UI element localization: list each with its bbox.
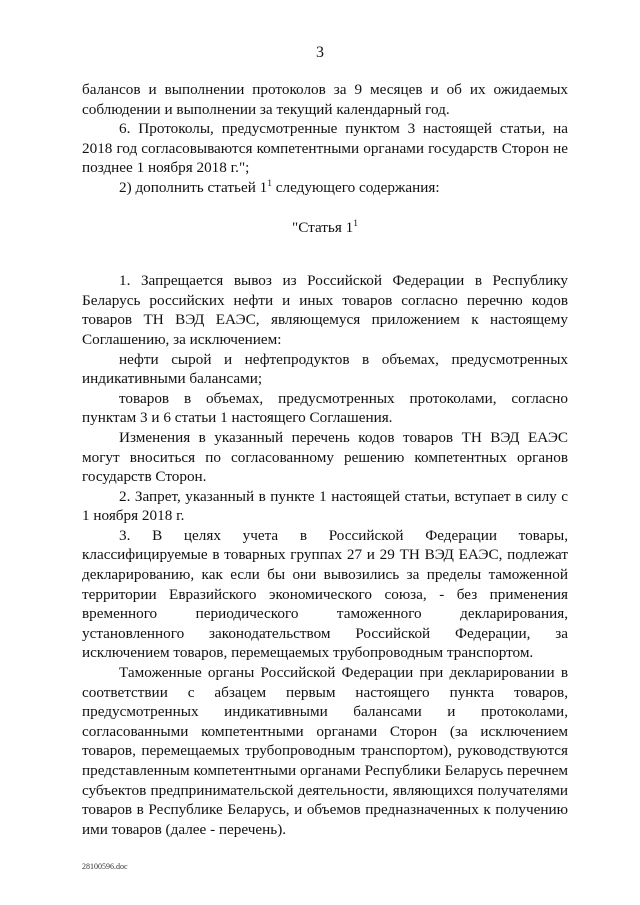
article-heading-text: "Статья 1 <box>292 218 354 236</box>
add-article-superscript: 1 <box>267 178 272 189</box>
add-article-text-tail: следующего содержания: <box>271 178 440 196</box>
article-heading-superscript: 1 <box>353 218 358 229</box>
paragraph-add-article <box>82 178 568 198</box>
paragraph-protocols-item-6: 6. Протоколы, предусмотренные пунктом 3 настоящей статьи, на 2018 год согласовываются компетентными органами государств Сторон не позднее 1 ноября 2018 г."; <box>82 120 568 177</box>
add-article-text: 2) дополнить статьей 1 <box>119 178 268 196</box>
paragraph-exception-protocols: товаров в объемах, предусмотренных протоколами, согласно пунктам 3 и 6 статьи 1 настоящего Соглашения. <box>82 389 568 427</box>
page-number: 3 <box>316 44 324 61</box>
paragraph-declaration: 3. В целях учета в Российской Федерации товары, классифицируемые в товарных группах 27 и 29 ТН ВЭД ЕАЭС, подлежат декларированию, как если бы они вывозились за пределы таможенной территории Евразийского экономического союза, - без применения временного периодического таможенного декларирования, установленного законодательством Российской Федерации, за исключением товаров, перемещаемых трубопроводным транспортом. <box>82 526 568 662</box>
paragraph-exception-oil: нефти сырой и нефтепродуктов в объемах, предусмотренных индикативными балансами; <box>82 350 568 388</box>
article-heading <box>82 218 568 238</box>
document-body <box>82 80 568 839</box>
paragraph-list-changes: Изменения в указанный перечень кодов товаров ТН ВЭД ЕАЭС могут вноситься по согласованному решению компетентных органов государств Сторон. <box>82 428 568 486</box>
paragraph-balances-continuation: балансов и выполнении протоколов за 9 месяцев и об их ожидаемых соблюдении и выполнении за текущий календарный год. <box>82 81 568 118</box>
paragraph-customs-authorities: Таможенные органы Российской Федерации при декларировании в соответствии с абзацем первым настоящего пункта товаров, предусмотренных индикативными балансами и протоколами, согласованными компетентными органами Сторон (за исключением товаров, перемещаемых трубопроводным транспортом), руководствуются представленным компетентными органами Республики Беларусь перечнем субъектов предпринимательской деятельности, являющихся получателями товаров в Республике Беларусь, и объемов предназначенных к получению ими товаров (далее - перечень). <box>82 664 568 838</box>
paragraph-export-ban: 1. Запрещается вывоз из Российской Федерации в Республику Беларусь российских нефти и иных товаров согласно перечню кодов товаров ТН ВЭД ЕАЭС, являющемуся приложением к настоящему Соглашению, за исключением: <box>82 272 568 348</box>
paragraph-ban-effective-date: 2. Запрет, указанный в пункте 1 настоящей статьи, вступает в силу с 1 ноября 2018 г. <box>82 487 568 525</box>
footer-filename: 28100596.doc <box>82 862 128 871</box>
